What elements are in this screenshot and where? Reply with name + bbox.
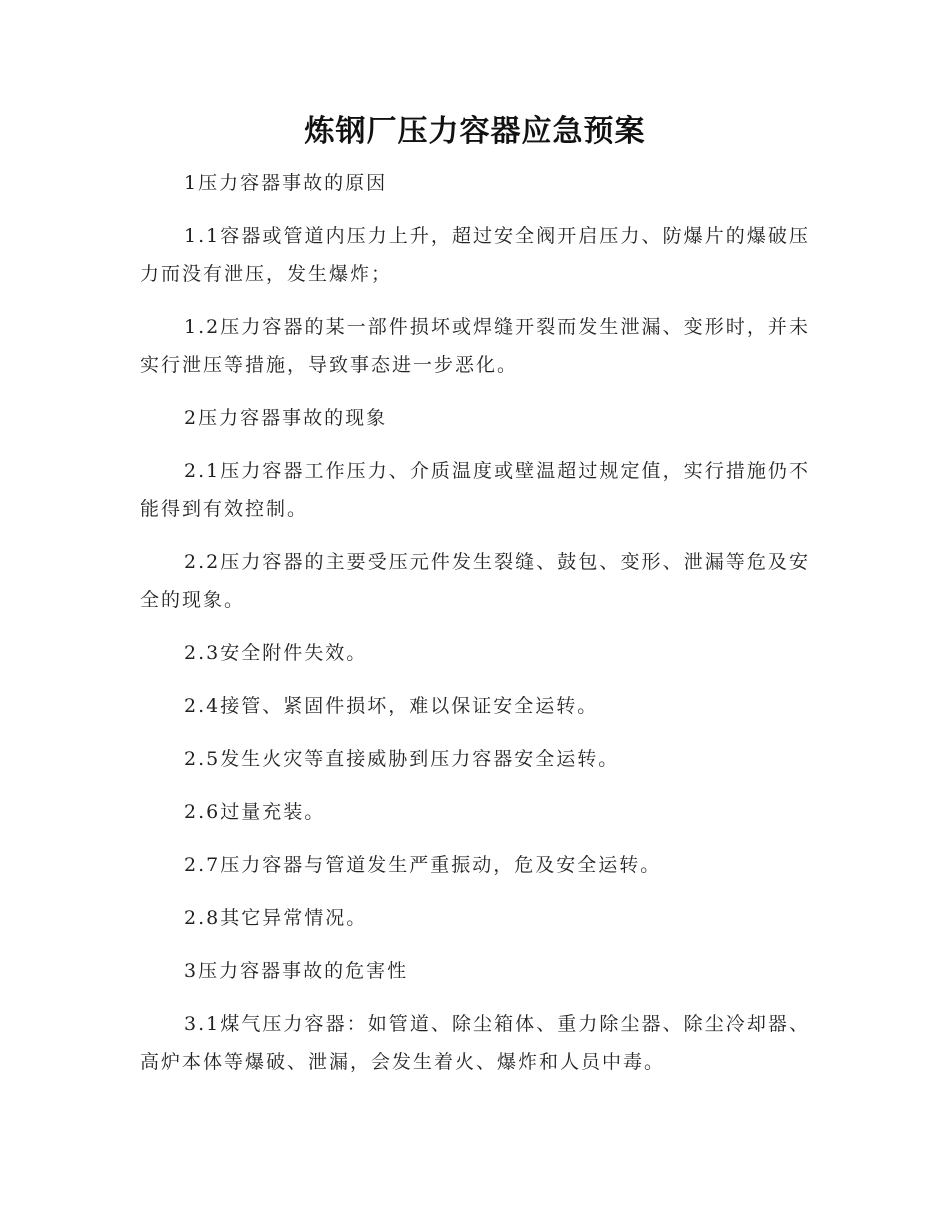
paragraph-2-2: 2.2压力容器的主要受压元件发生裂缝、鼓包、变形、泄漏等危及安全的现象。	[140, 551, 810, 611]
paragraph-2-3: 2.3安全附件失效。	[184, 642, 368, 664]
paragraph-1-1: 1.1容器或管道内压力上升，超过安全阀开启压力、防爆片的爆破压力而没有泄压，发生爆炸；	[140, 225, 810, 285]
document-title: 炼钢厂压力容器应急预案	[304, 114, 646, 149]
paragraph-2-5: 2.5发生火灾等直接威胁到压力容器安全运转。	[184, 748, 620, 770]
paragraph-3-1: 3.1煤气压力容器：如管道、除尘箱体、重力除尘器、除尘冷却器、高炉本体等爆破、泄漏，会发生着火、爆炸和人员中毒。	[140, 1013, 810, 1073]
document-body	[140, 164, 810, 1096]
paragraph-2-8: 2.8其它异常情况。	[184, 907, 368, 929]
paragraph-1-2: 1.2压力容器的某一部件损坏或焊缝开裂而发生泄漏、变形时，并未实行泄压等措施，导致事态进一步恶化。	[140, 316, 810, 376]
paragraph-2-6: 2.6过量充装。	[184, 801, 326, 823]
paragraph-2-1: 2.1压力容器工作压力、介质温度或壁温超过规定值，实行措施仍不能得到有效控制。	[140, 460, 810, 520]
section-heading-1: 1压力容器事故的原因	[184, 172, 388, 194]
paragraph-2-4: 2.4接管、紧固件损坏，难以保证安全运转。	[184, 695, 599, 717]
paragraph-2-7: 2.7压力容器与管道发生严重振动，危及安全运转。	[184, 854, 662, 876]
section-heading-2: 2压力容器事故的现象	[184, 407, 388, 429]
section-heading-3: 3压力容器事故的危害性	[184, 960, 409, 982]
